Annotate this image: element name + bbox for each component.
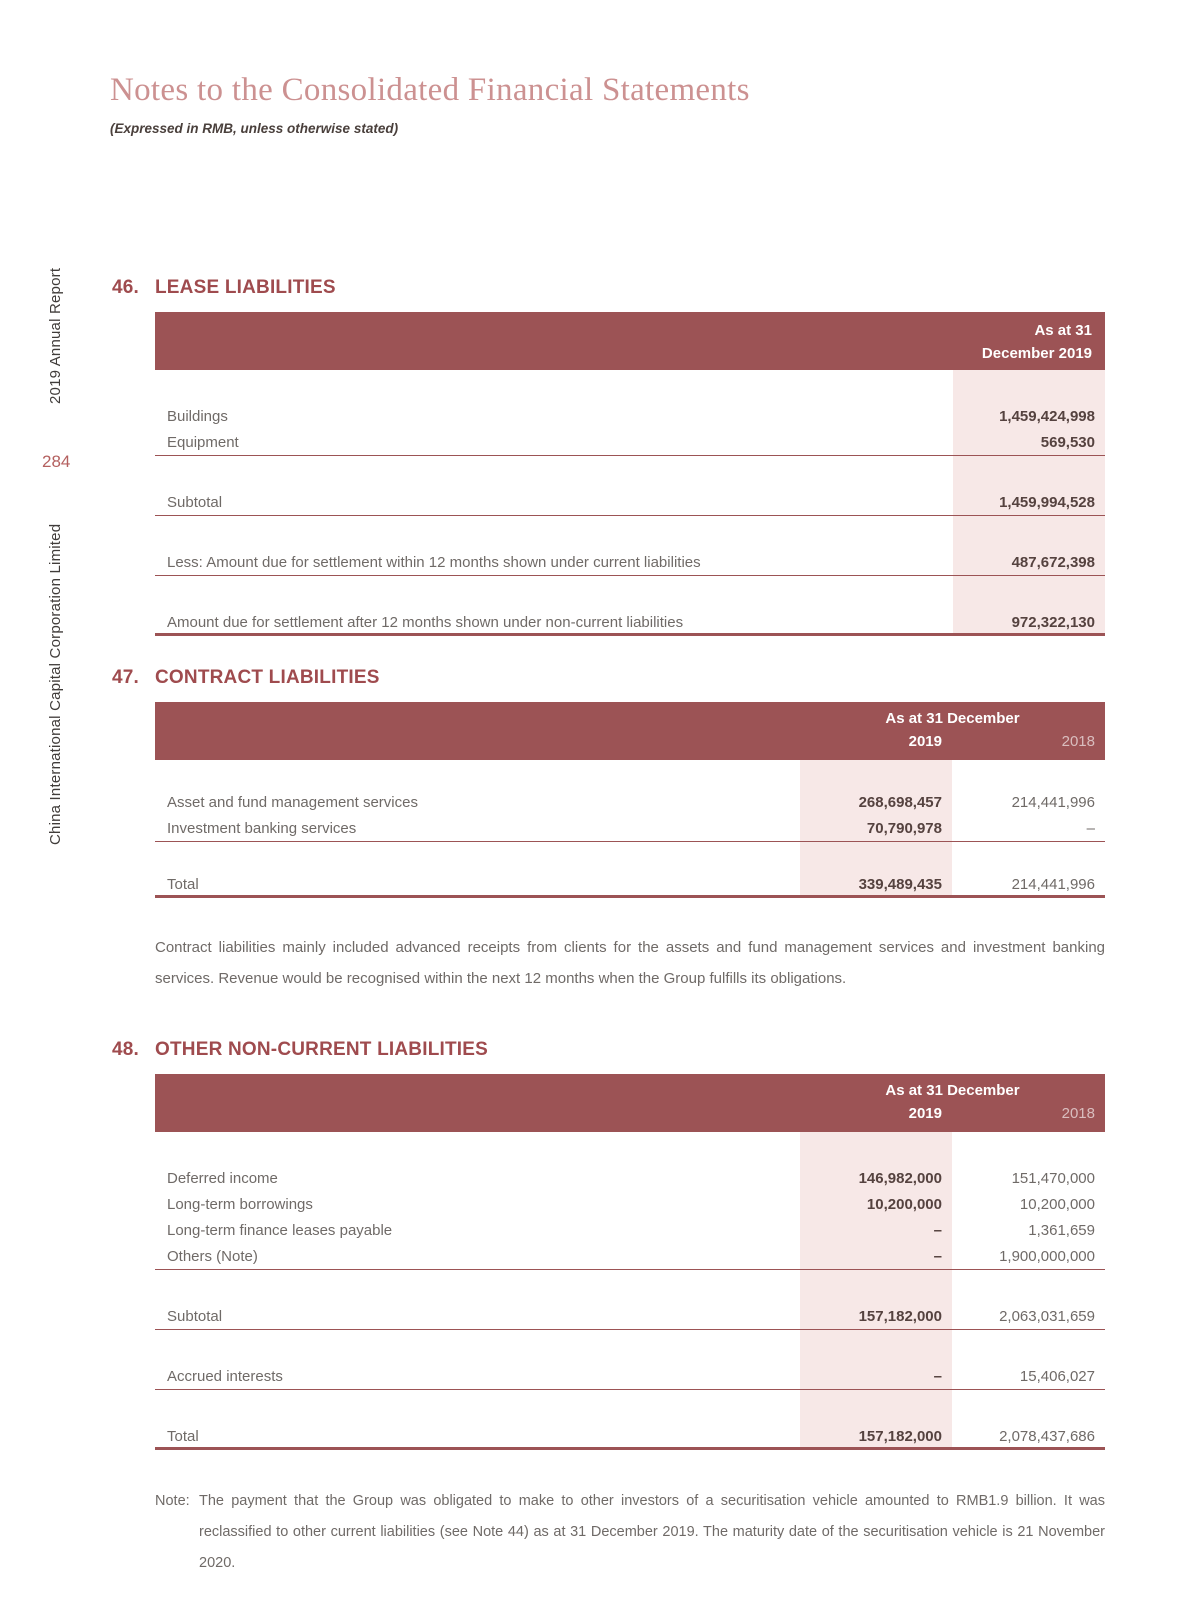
lease-liabilities-table xyxy=(155,312,1105,636)
value-2019: 339,489,435 xyxy=(800,872,952,895)
value-2019: 10,200,000 xyxy=(800,1192,952,1218)
value-2019: 1,459,424,998 xyxy=(953,404,1105,430)
table-row xyxy=(155,430,1105,456)
value-2019: 268,698,457 xyxy=(800,790,952,816)
spacer-row xyxy=(155,1132,1105,1166)
sidebar-company-name: China International Capital Corporation Limited xyxy=(47,523,64,845)
contract-liabilities-table xyxy=(155,702,1105,898)
row-label: Equipment xyxy=(167,434,239,451)
page-subtitle: (Expressed in RMB, unless otherwise stated) xyxy=(110,121,399,136)
section-48-number: 48. xyxy=(112,1039,140,1060)
value-2018: 2,078,437,686 xyxy=(999,1428,1095,1445)
header-year-2019: 2019 xyxy=(908,1105,942,1122)
table-row xyxy=(155,404,1105,430)
spacer-row xyxy=(155,842,1105,872)
table-row xyxy=(155,1218,1105,1244)
value-2019: 146,982,000 xyxy=(800,1166,952,1192)
spacer-row xyxy=(155,576,1105,610)
value-2019: 157,182,000 xyxy=(800,1304,952,1329)
table-row xyxy=(155,490,1105,516)
page-number: 284 xyxy=(42,452,71,471)
section-48-heading xyxy=(112,1038,1105,1062)
table-row xyxy=(155,1304,1105,1330)
table-row xyxy=(155,1424,1105,1450)
lease-table-header xyxy=(155,312,1105,370)
section-47-heading xyxy=(112,666,1105,690)
table-row xyxy=(155,790,1105,816)
value-2018: 214,441,996 xyxy=(1011,794,1095,811)
other-liabilities-table-header xyxy=(155,1074,1105,1132)
header-year-2018: 2018 xyxy=(1061,733,1095,750)
header-line-2: December 2019 xyxy=(981,345,1092,362)
contract-liabilities-paragraph: Contract liabilities mainly included advanced receipts from clients for the assets and fund management services and investment banking services. Revenue would be recognised within the next 12 months when the Group fulfills its obligations. xyxy=(155,939,1105,987)
value-2018: 1,900,000,000 xyxy=(999,1248,1095,1265)
table-row xyxy=(155,1244,1105,1270)
row-label: Others (Note) xyxy=(167,1248,258,1265)
row-label: Accrued interests xyxy=(167,1368,283,1385)
table-row xyxy=(155,1364,1105,1390)
value-2018: 214,441,996 xyxy=(1011,876,1095,893)
section-46-title: LEASE LIABILITIES xyxy=(155,277,336,298)
footnote-label: Note: xyxy=(155,1493,190,1509)
other-non-current-liabilities-table xyxy=(155,1074,1105,1450)
page-title: Notes to the Consolidated Financial Statements xyxy=(110,72,750,108)
row-label: Subtotal xyxy=(167,1308,223,1325)
header-year-2019: 2019 xyxy=(908,733,942,750)
value-2019: 157,182,000 xyxy=(800,1424,952,1447)
value-2018: 15,406,027 xyxy=(1019,1368,1095,1385)
row-label: Subtotal xyxy=(167,494,223,511)
section-48-title: OTHER NON-CURRENT LIABILITIES xyxy=(155,1039,489,1060)
value-2019: 70,790,978 xyxy=(800,816,952,841)
spacer-row xyxy=(155,1270,1105,1304)
value-2019: 972,322,130 xyxy=(953,610,1105,633)
table-row xyxy=(155,816,1105,842)
footnote xyxy=(155,1486,1105,1579)
value-2019: – xyxy=(800,1218,952,1244)
contract-table-header xyxy=(155,702,1105,760)
header-years xyxy=(800,733,1105,750)
value-2019: 1,459,994,528 xyxy=(953,490,1105,515)
spacer-row xyxy=(155,456,1105,490)
table-row xyxy=(155,610,1105,636)
row-label: Deferred income xyxy=(167,1170,278,1187)
value-2018: 151,470,000 xyxy=(1011,1170,1095,1187)
header-span: As at 31 December xyxy=(885,1082,1020,1099)
section-46-number: 46. xyxy=(112,277,140,298)
main-content xyxy=(112,276,1105,1579)
table-row xyxy=(155,872,1105,898)
row-label: Total xyxy=(167,1428,199,1445)
table-row xyxy=(155,1166,1105,1192)
row-label: Investment banking services xyxy=(167,820,357,837)
section-47-number: 47. xyxy=(112,667,140,688)
header-years xyxy=(800,1105,1105,1122)
table-row xyxy=(155,1192,1105,1218)
value-2019: – xyxy=(800,1244,952,1269)
section-47-title: CONTRACT LIABILITIES xyxy=(155,667,380,688)
header-year-2018: 2018 xyxy=(1061,1105,1095,1122)
sidebar-annual-report-label: 2019 Annual Report xyxy=(47,267,64,404)
spacer-row xyxy=(155,1330,1105,1364)
value-2018: – xyxy=(1086,820,1095,837)
value-2018: 2,063,031,659 xyxy=(999,1308,1095,1325)
footnote-text: The payment that the Group was obligated to make to other investors of a securitisation vehicle amounted to RMB1.9 billion. It was reclassified to other current liabilities (see Note 44) as at 31 December 2019. The maturity date of the securitisation vehicle is 21 November 2020. xyxy=(199,1493,1105,1571)
section-46-heading xyxy=(112,276,1105,300)
value-2018: 1,361,659 xyxy=(1028,1222,1095,1239)
value-2018: 10,200,000 xyxy=(1019,1196,1095,1213)
row-label: Long-term borrowings xyxy=(167,1196,313,1213)
row-label: Amount due for settlement after 12 months shown under non-current liabilities xyxy=(167,614,684,631)
value-2019: 569,530 xyxy=(953,430,1105,455)
header-span: As at 31 December xyxy=(885,710,1020,727)
row-label: Buildings xyxy=(167,408,228,425)
row-label: Total xyxy=(167,876,199,893)
spacer-row xyxy=(155,760,1105,790)
value-2019: 487,672,398 xyxy=(953,550,1105,575)
table-row xyxy=(155,550,1105,576)
row-label: Less: Amount due for settlement within 12 months shown under current liabilities xyxy=(167,554,701,571)
spacer-row xyxy=(155,370,1105,404)
row-label: Long-term finance leases payable xyxy=(167,1222,393,1239)
header-line-1: As at 31 xyxy=(1034,322,1092,339)
spacer-row xyxy=(155,1390,1105,1424)
spacer-row xyxy=(155,516,1105,550)
row-label: Asset and fund management services xyxy=(167,794,418,811)
value-2019: – xyxy=(800,1364,952,1389)
